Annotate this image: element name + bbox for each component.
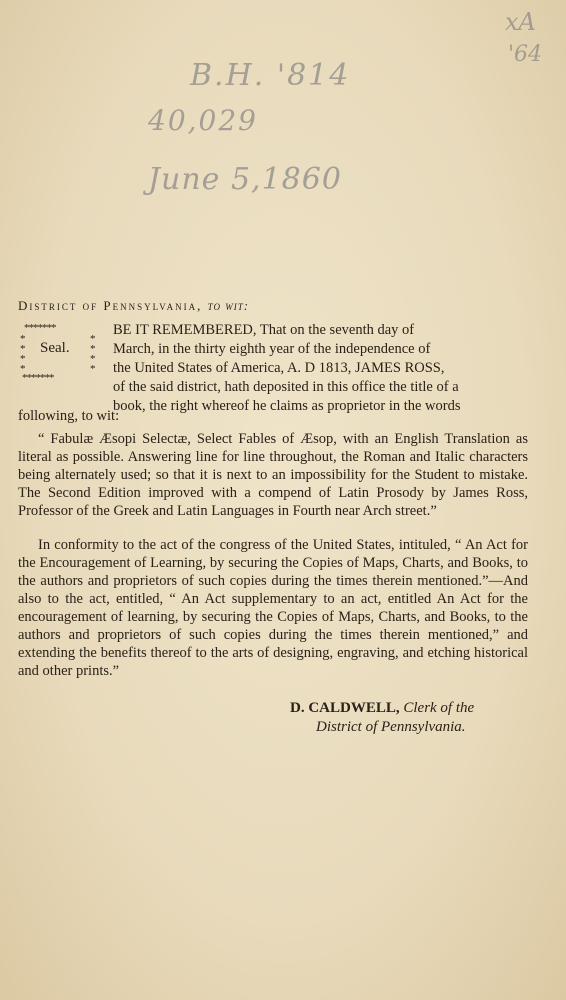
quote-text: “ Fabulæ Æsopi Selectæ, Select Fables of Æsop, with an English Translation as literal as possible. Answering line for line throughout, the Roman and Italic characters being alternately used; so that it is next to an impossibility for the Student to mistake. The Second Edition improved with a compend of Latin Prosody by James Ross, Professor of the Greek and Latin Languages in Fourth near Arch street.” xyxy=(18,431,528,519)
seal-label: Seal. xyxy=(40,340,70,356)
clerk-title: Clerk of the xyxy=(403,700,475,716)
entry-line: the United States of America, A. D 1813, JAMES ROSS, xyxy=(113,360,445,376)
book-title-quote xyxy=(18,430,528,520)
district-heading xyxy=(18,298,526,314)
entry-line: following, to wit: xyxy=(18,408,120,424)
clerk-name: D. CALDWELL, xyxy=(290,700,400,716)
district-tail: to wit: xyxy=(207,298,250,313)
entry-line: BE IT REMEMBERED, That on the seventh day of xyxy=(113,322,415,338)
seal-box xyxy=(18,322,104,384)
signature-district: District of Pennsylvania. xyxy=(316,719,466,735)
pencil-note: '64 xyxy=(508,42,543,67)
conformity-paragraph xyxy=(18,536,528,680)
seal-stars-top: ******* xyxy=(24,322,56,334)
pencil-note: June 5,1860 xyxy=(148,162,342,197)
pencil-note: B.H. '814 xyxy=(190,58,351,93)
seal-stars-right: * * * * xyxy=(90,333,96,375)
seal-stars-left: * * * * xyxy=(20,333,26,375)
seal-stars-bottom: ******* xyxy=(22,372,54,384)
entry-line: book, the right whereof he claims as proprietor in the words xyxy=(113,398,461,414)
signature-line xyxy=(290,700,474,717)
district-name: District of Pennsylvania, xyxy=(18,298,203,313)
entry-line: March, in the thirty eighth year of the independence of xyxy=(113,341,431,357)
conformity-text: In conformity to the act of the congress of the United States, intituled, “ An Act for the Encouragement of Learning, by securing the Copies of Maps, Charts, and Books, to the authors and proprietors of such copies during the times therein mentioned.”—And also to the act, entitled, “ An Act supplementary to an act, entitled An Act for the encouragement of learning, by securing the Copies of Maps, Charts, and Books, to the authors and proprietors of such copies during the times therein mentioned,” and extending the benefits thereof to the arts of designing, engraving, and etching historical and other prints.” xyxy=(18,537,528,679)
pencil-note: 40,029 xyxy=(148,104,258,137)
pencil-note: xA xyxy=(505,8,536,36)
entry-line: of the said district, hath deposited in this office the title of a xyxy=(113,379,459,395)
